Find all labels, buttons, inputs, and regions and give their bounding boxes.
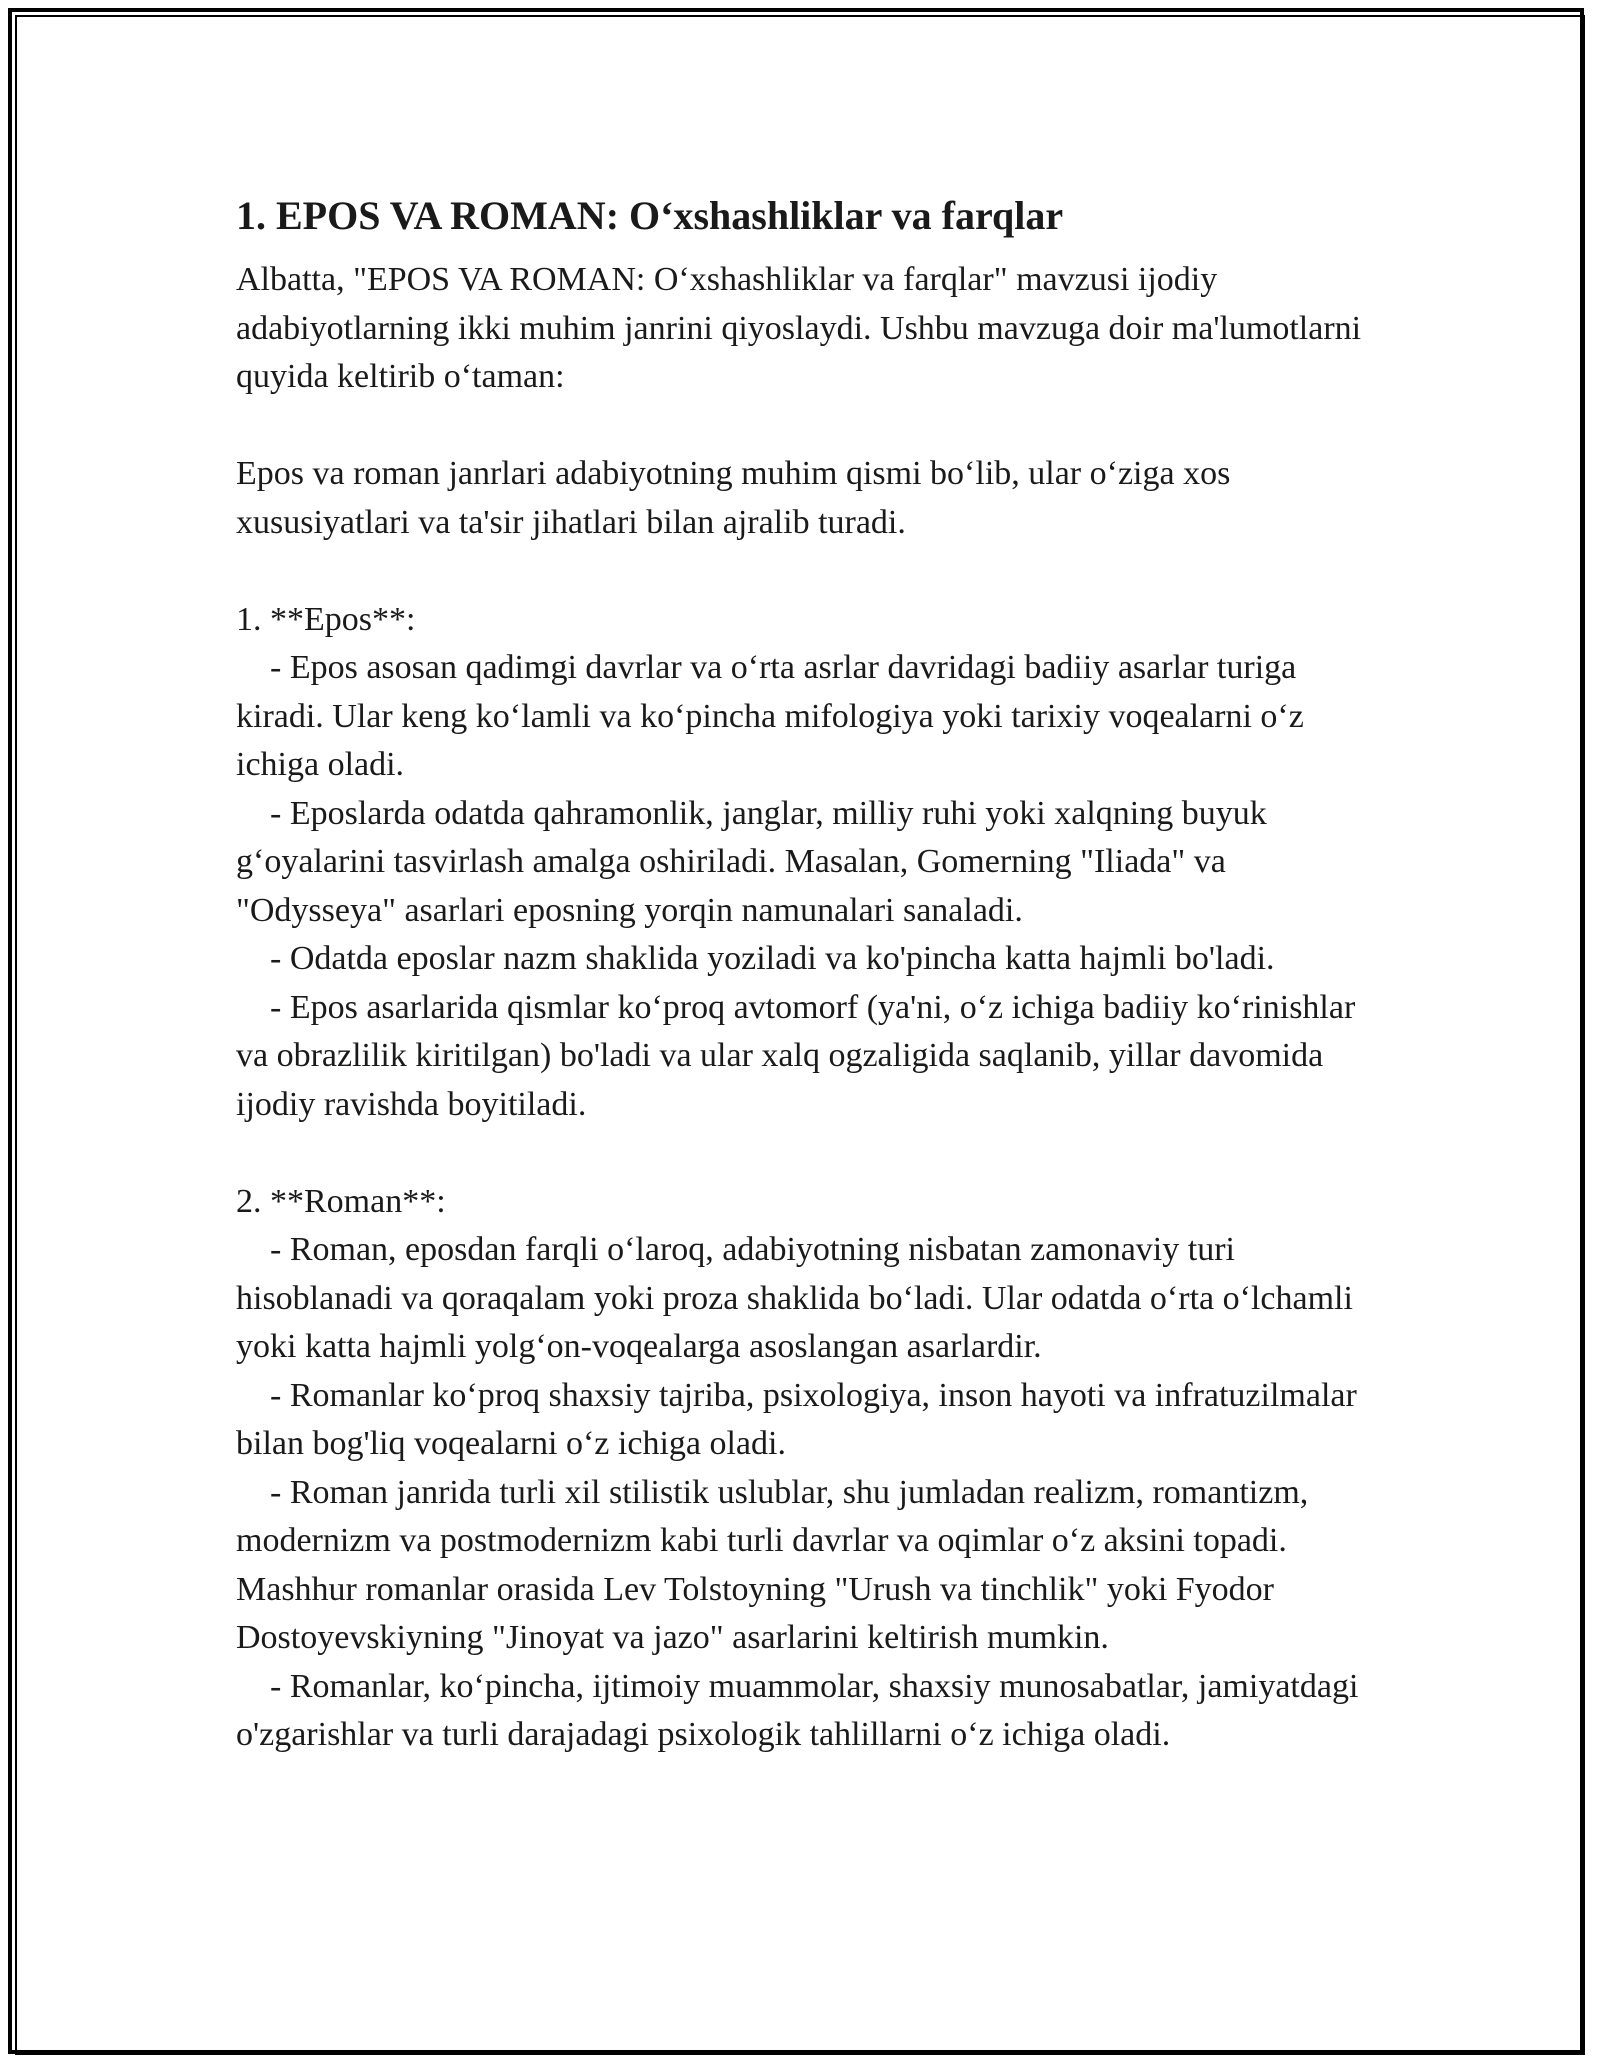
document-title: 1. EPOS VA ROMAN: O‘xshashliklar va farqlar (236, 193, 1064, 238)
section-roman (236, 1178, 1386, 1760)
list-item: - Odatda eposlar nazm shaklida yoziladi va ko'pincha katta hajmli bo'ladi. (270, 940, 1275, 977)
overview-paragraph: Epos va roman janrlari adabiyotning muhim qismi bo‘lib, ular o‘ziga xos xususiyatlari va ta'sir jihatlari bilan ajralib turadi. (236, 455, 1231, 541)
paragraph-spacer (236, 1129, 1386, 1178)
document-body (236, 188, 1386, 1760)
section-heading-roman: 2. **Roman**: (236, 1182, 446, 1220)
list-item: - Romanlar, ko‘pincha, ijtimoiy muammolar, shaxsiy munosabatlar, jamiyatdagi o'zgarishlar va turli darajadagi psixologik tahlillarni o‘z ichiga oladi. (236, 1667, 1359, 1753)
paragraph-spacer (236, 547, 1386, 596)
paragraph-spacer (236, 402, 1386, 451)
list-item: - Epos asosan qadimgi davrlar va o‘rta asrlar davridagi badiiy asarlar turiga kiradi. Ular keng ko‘lamli va ko‘pincha mifologiya yoki tarixiy voqealarni o‘z ichiga oladi. (236, 649, 1304, 783)
list-item: - Roman janrida turli xil stilistik uslublar, shu jumladan realizm, romantizm, modernizm va postmodernizm kabi turli davrlar va oqimlar o‘z aksini topadi. Mashhur romanlar orasida Lev Tolstoyning "Urush va tinchlik" yoki Fyodor Dostoyevskiyning "Jinoyat va jazo" asarlarini keltirish mumkin. (236, 1473, 1309, 1656)
list-item: - Roman, eposdan farqli o‘laroq, adabiyotning nisbatan zamonaviy turi hisoblanadi va qoraqalam yoki proza shaklida bo‘ladi. Ular odatda o‘rta o‘lchamli yoki katta hajmli yolg‘on-voqealarga asoslangan asarlardir. (236, 1231, 1353, 1365)
list-item: - Romanlar ko‘proq shaxsiy tajriba, psixologiya, inson hayoti va infratuzilmalar bilan bog'liq voqealarni o‘z ichiga oladi. (236, 1376, 1357, 1462)
section-epos (236, 596, 1386, 1130)
section-heading-epos: 1. **Epos**: (236, 600, 416, 638)
list-item: - Eposlarda odatda qahramonlik, janglar, milliy ruhi yoki xalqning buyuk g‘oyalarini tasvirlash amalga oshiriladi. Masalan, Gomerning "Iliada" va "Odysseya" asarlari eposning yorqin namunalari sanaladi. (236, 794, 1267, 929)
list-item: - Epos asarlarida qismlar ko‘proq avtomorf (ya'ni, o‘z ichiga badiiy ko‘rinishlar va obrazlilik kiritilgan) bo'ladi va ular xalq ogzaligida saqlanib, yillar davomida ijodiy ravishda boyitiladi. (236, 988, 1356, 1123)
intro-paragraph: Albatta, "EPOS VA ROMAN: O‘xshashliklar va farqlar" mavzusi ijodiy adabiyotlarning ikki muhim janrini qiyoslaydi. Ushbu mavzuga doir ma'lumotlarni quyida keltirib o‘taman: (236, 261, 1362, 395)
